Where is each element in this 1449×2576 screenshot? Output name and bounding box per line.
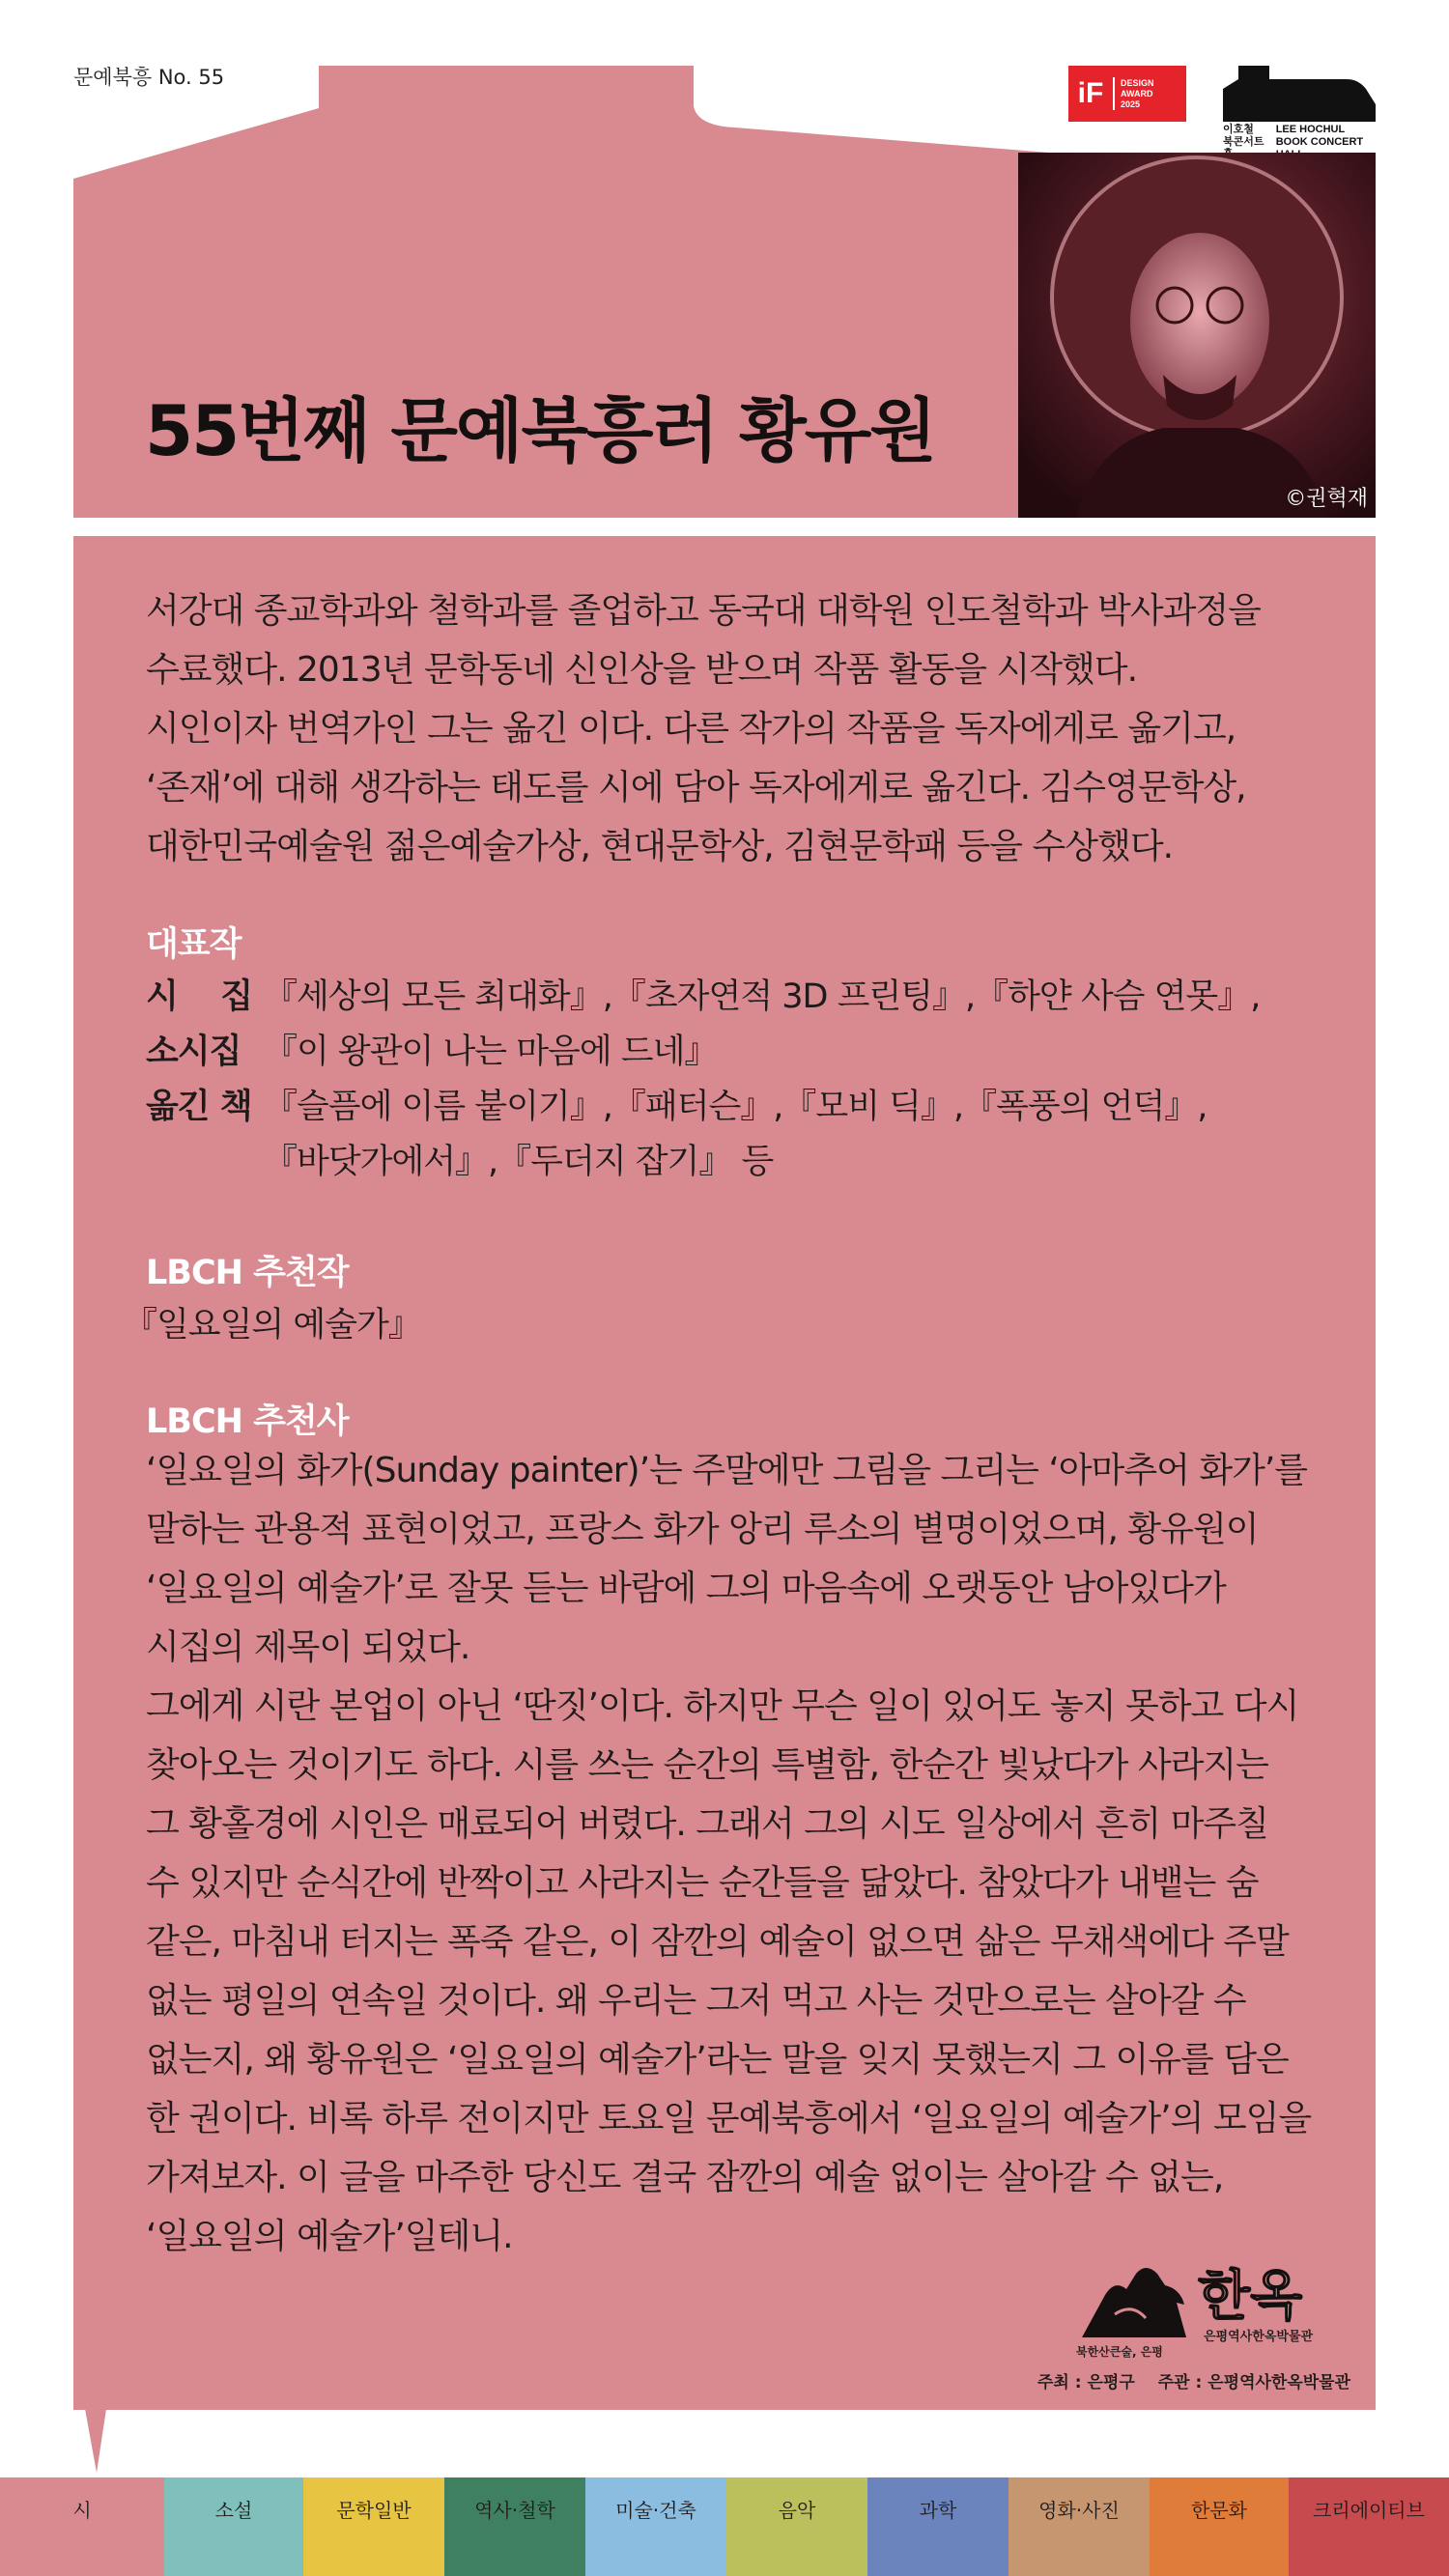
works-translated-titles-cont: 『바닷가에서』,『두더지 잡기』 등 <box>264 1142 774 1181</box>
category-label: 과학 <box>919 2499 957 2522</box>
author-bio: 서강대 종교학과와 철학과를 졸업하고 동국대 대학원 인도철학과 박사과정을 수료했다. 2013년 문학동네 신인상을 받으며 작품 활동을 시작했다. 시인이자 번역가인 그는 옮긴 이다. 다른 작가의 작품을 독자에게로 옮기고, ‘존재’에 대해 생각하는 태도를 시에 담아 독자에게로 옮긴다. 김수영문학상, 대한민국예술원 젊은예술가상, 현대문학상, 김현문학패 등을 수상했다. <box>146 591 1261 866</box>
category-tab[interactable] <box>0 2477 164 2576</box>
hall-english-name: LEE HOCHUL BOOK CONCERT <box>1275 124 1364 148</box>
category-tab[interactable] <box>1289 2477 1449 2576</box>
sponsor-credits <box>1037 2368 1350 2392</box>
if-award-text: DESIGN AWARD 2025 <box>1121 77 1154 109</box>
bukhansan-mountain-icon <box>1076 2260 1192 2341</box>
works-poetry-titles: 『세상의 모든 최대화』,『초자연적 3D 프린팅』,『하얀 사슴 연못』, <box>264 977 1261 1016</box>
category-tab[interactable] <box>585 2477 726 2576</box>
hanok-museum-logo: 한옥 은평역사한옥박물관 <box>1194 2262 1349 2359</box>
category-tab[interactable] <box>303 2477 444 2576</box>
category-tab[interactable] <box>867 2477 1009 2576</box>
category-label: 소설 <box>214 2499 253 2522</box>
works-novel-titles: 『이 왕관이 나는 마음에 드네』 <box>264 1032 718 1071</box>
works-novel-row <box>146 1021 1260 1076</box>
author-portrait <box>1018 153 1376 518</box>
category-label: 역사·철학 <box>474 2499 555 2522</box>
category-tab[interactable] <box>726 2477 867 2576</box>
works-poetry-label: 시 집 <box>146 977 252 1016</box>
works-translated-label: 옮긴 책 <box>146 1087 252 1126</box>
category-tab[interactable] <box>1150 2477 1289 2576</box>
works-heading: 대표작 <box>146 925 242 964</box>
hall-korean-name: 이호철 북콘서트 <box>1223 124 1264 148</box>
organizer-credit: 주관 : 은평역사한옥박물관 <box>1157 2373 1351 2392</box>
category-label: 크리에이티브 <box>1313 2499 1425 2522</box>
if-logo-mark: iF <box>1068 77 1115 110</box>
category-label: 미술·건축 <box>615 2499 696 2522</box>
category-label: 영화·사진 <box>1038 2499 1120 2522</box>
works-translated-row-cont <box>146 1131 1260 1186</box>
works-poetry-row <box>146 966 1260 1021</box>
works-list <box>146 966 1260 1186</box>
category-label: 음악 <box>778 2499 816 2522</box>
recommended-book: 『일요일의 예술가』 <box>124 1306 421 1345</box>
photo-credit: ©권혁재 <box>1285 487 1368 511</box>
works-novel-label: 소시집 <box>146 1032 242 1071</box>
issue-number: 문예북흥 No. 55 <box>73 66 225 89</box>
speech-bubble-tail <box>73 2409 131 2473</box>
category-bar <box>0 2477 1449 2576</box>
works-translated-row <box>146 1076 1260 1131</box>
category-tab[interactable] <box>164 2477 303 2576</box>
works-translated-titles: 『슬픔에 이름 붙이기』,『패터슨』,『모비 딕』,『폭풍의 언덕』, <box>264 1087 1208 1126</box>
hanok-museum-mark-icon <box>1194 2262 1349 2324</box>
category-tab[interactable] <box>444 2477 585 2576</box>
svg-text:한옥: 한옥 <box>1198 2265 1303 2324</box>
category-tab[interactable] <box>1009 2477 1150 2576</box>
reason-heading: LBCH 추천사 <box>146 1402 349 1441</box>
category-label: 시 <box>72 2499 92 2522</box>
host-credit: 주최 : 은평구 <box>1037 2373 1135 2392</box>
page-title: 55번째 문예북흥러 황유원 <box>145 390 935 471</box>
category-label: 문학일반 <box>336 2499 412 2522</box>
category-label: 한문화 <box>1191 2499 1247 2522</box>
recommended-heading: LBCH 추천작 <box>146 1254 349 1292</box>
recommendation-text: ‘일요일의 화가(Sunday painter)’는 주말에만 그림을 그리는 ‘아마추어 화가’를 말하는 관용적 표현이었고, 프랑스 화가 앙리 루소의 별명이었으며, 황유원이 ‘일요일의 예술가’로 잘못 듣는 바람에 그의 마음속에 오랫동안 남아있다가 시집의 제목이 되었다. 그에게 시란 본업이 아닌 ‘딴짓’이다. 하지만 무슨 일이 있어도 놓지 못하고 다시 찾아오는 것이기도 하다. 시를 쓰는 순간의 특별함, 한순간 빛났다가 사라지는 그 황홀경에 시인은 매료되어 버렸다. 그래서 그의 시도 일상에서 흔히 마주칠 수 있지만 순식간에 반짝이고 사라지는 순간들을 닮았다. 참았다가 내뱉는 숨 같은, 마침내 터지는 폭죽 같은, 이 잠깐의 예술이 없으면 삶은 무채색에다 주말 없는 평일의 연속일 것이다. 왜 우리는 그저 먹고 사는 것만으로는 살아갈 수 없는지, 왜 황유원은 ‘일요일의 예술가’라는 말을 잊지 못했는지 그 이유를 담은 한 권이다. 비록 하루 전이지만 토요일 문예북흥에서 ‘일요일의 예술가’의 모임을 가져보자. 이 글을 마주한 당신도 결국 잠깐의 예술 없이는 살아갈 수 없는, ‘일요일의 예술가’일테니. <box>146 1451 1312 2256</box>
bukhansan-logo: 북한산큰술, 은평 <box>1076 2260 1192 2357</box>
